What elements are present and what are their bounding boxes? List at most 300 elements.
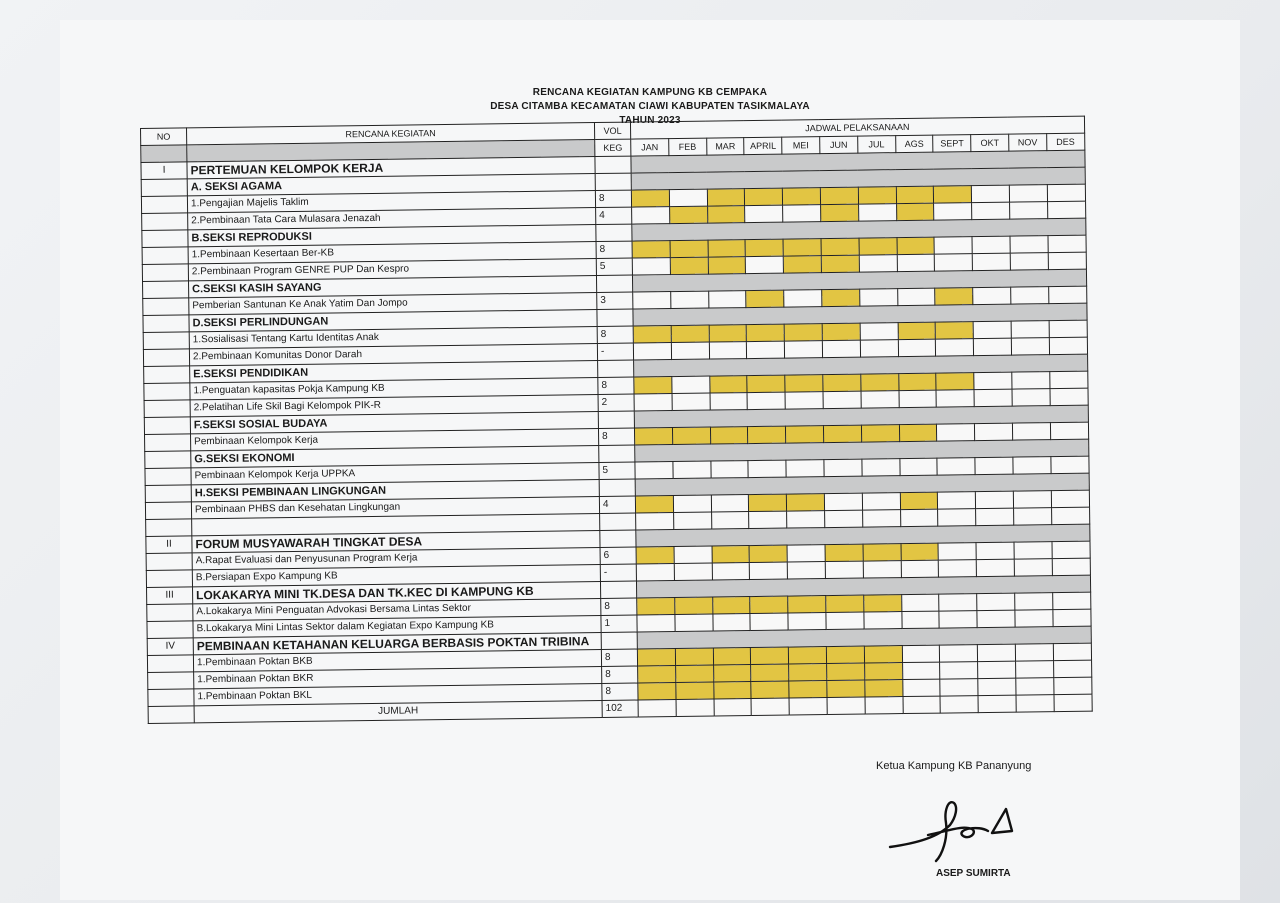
handwritten-signature bbox=[888, 795, 1028, 865]
month-cell-empty bbox=[1016, 678, 1054, 695]
month-cell-scheduled bbox=[861, 374, 899, 391]
month-cell-scheduled bbox=[859, 238, 897, 255]
activity-volume: 8 bbox=[602, 666, 638, 683]
month-cell-empty bbox=[713, 614, 751, 631]
month-cell-empty bbox=[747, 341, 785, 358]
month-cell-empty bbox=[1050, 371, 1088, 388]
activity-no-blank bbox=[143, 332, 189, 350]
month-cell-empty bbox=[1048, 235, 1086, 252]
subsection-title: E.SEKSI PENDIDIKAN bbox=[190, 361, 598, 383]
month-cell-empty bbox=[676, 699, 714, 716]
header-jadwal: JADWAL PELAKSANAAN bbox=[630, 116, 1084, 139]
header-keg: KEG bbox=[595, 139, 631, 156]
section-title: PEMBINAAN KETAHANAN KELUARGA BERBASIS POKTAN TRIBINA bbox=[193, 633, 601, 655]
activity-volume: 8 bbox=[598, 428, 634, 445]
blank-cell bbox=[787, 511, 825, 528]
document-subtitle: DESA CITAMBA KECAMATAN CIAWI KABUPATEN TASIKMALAYA bbox=[490, 101, 810, 112]
section-title: LOKAKARYA MINI TK.DESA DAN TK.KEC DI KAMPUNG KB bbox=[193, 582, 601, 604]
blank-cell bbox=[146, 519, 192, 537]
month-cell-empty bbox=[973, 321, 1011, 338]
month-cell-empty bbox=[711, 461, 749, 478]
month-cell-empty bbox=[823, 391, 861, 408]
month-cell-scheduled bbox=[635, 496, 673, 513]
month-cell-empty bbox=[785, 341, 823, 358]
activity-label: B.Lokakarya Mini Lintas Sektor dalam Kegiatan Expo Kampung KB bbox=[193, 616, 601, 638]
month-cell-scheduled bbox=[935, 288, 973, 305]
month-cell-empty bbox=[977, 593, 1015, 610]
blank-cell bbox=[976, 508, 1014, 525]
activity-volume: 6 bbox=[600, 547, 636, 564]
month-cell-empty bbox=[1052, 558, 1090, 575]
activity-label: 1.Pembinaan Kesertaan Ber-KB bbox=[188, 242, 596, 264]
month-cell-empty bbox=[1052, 592, 1090, 609]
month-cell-empty bbox=[977, 610, 1015, 627]
month-cell-empty bbox=[1013, 457, 1051, 474]
month-cell-empty bbox=[902, 662, 940, 679]
signature-title: Ketua Kampung KB Pananyung bbox=[876, 760, 1032, 772]
month-cell-scheduled bbox=[751, 681, 789, 698]
subsection-no-blank bbox=[145, 451, 191, 469]
month-cell-empty bbox=[897, 254, 935, 271]
month-cell-empty bbox=[939, 611, 977, 628]
activity-label: 1.Sosialisasi Tentang Kartu Identitas Anak bbox=[189, 327, 597, 349]
activity-no-blank bbox=[143, 349, 189, 367]
month-cell-empty bbox=[940, 645, 978, 662]
month-cell-empty bbox=[865, 697, 903, 714]
activity-no-blank bbox=[142, 264, 188, 282]
month-cell-empty bbox=[1054, 677, 1092, 694]
month-cell-empty bbox=[1015, 610, 1053, 627]
month-cell-scheduled bbox=[751, 664, 789, 681]
month-cell-empty bbox=[635, 462, 673, 479]
month-cell-scheduled bbox=[670, 240, 708, 257]
activity-no-blank bbox=[144, 383, 190, 401]
month-cell-scheduled bbox=[675, 648, 713, 665]
month-cell-scheduled bbox=[899, 424, 937, 441]
month-cell-empty bbox=[863, 561, 901, 578]
month-cell-scheduled bbox=[896, 203, 934, 220]
subsection-no-blank bbox=[144, 366, 190, 384]
month-cell-scheduled bbox=[821, 255, 859, 272]
month-cell-empty bbox=[827, 697, 865, 714]
month-cell-empty bbox=[1011, 338, 1049, 355]
activity-label: 1.Pembinaan Poktan BKL bbox=[194, 684, 602, 706]
header-no-blank bbox=[141, 145, 187, 163]
activity-volume: - bbox=[600, 564, 636, 581]
activity-no-blank bbox=[147, 621, 193, 639]
month-cell-empty bbox=[976, 559, 1014, 576]
month-cell-empty bbox=[940, 662, 978, 679]
activity-volume: 8 bbox=[598, 377, 634, 394]
month-cell-scheduled bbox=[710, 427, 748, 444]
activity-plan-table bbox=[140, 116, 1092, 724]
activity-volume: 5 bbox=[596, 258, 632, 275]
month-cell-scheduled bbox=[749, 494, 787, 511]
blank-cell bbox=[600, 513, 636, 530]
subsection-vol-blank bbox=[599, 479, 635, 496]
section-number: III bbox=[147, 587, 193, 605]
month-cell-scheduled bbox=[707, 206, 745, 223]
month-cell-empty bbox=[674, 546, 712, 563]
month-cell-scheduled bbox=[750, 596, 788, 613]
month-cell-empty bbox=[1051, 490, 1089, 507]
month-cell-empty bbox=[939, 594, 977, 611]
month-cell-empty bbox=[673, 461, 711, 478]
activity-volume: 8 bbox=[597, 326, 633, 343]
total-label: JUMLAH bbox=[194, 701, 602, 723]
month-cell-scheduled bbox=[826, 595, 864, 612]
activity-label: 1.Pengajian Majelis Taklim bbox=[187, 191, 595, 213]
month-cell-scheduled bbox=[825, 544, 863, 561]
blank-cell bbox=[711, 512, 749, 529]
month-cell-scheduled bbox=[861, 425, 899, 442]
month-cell-scheduled bbox=[676, 682, 714, 699]
header-month: SEPT bbox=[933, 135, 971, 152]
month-cell-empty bbox=[1016, 661, 1054, 678]
section-title: PERTEMUAN KELOMPOK KERJA bbox=[187, 157, 595, 179]
month-cell-scheduled bbox=[751, 647, 789, 664]
month-cell-empty bbox=[1010, 236, 1048, 253]
month-cell-empty bbox=[859, 289, 897, 306]
activity-no-blank bbox=[144, 400, 190, 418]
activity-no-blank bbox=[148, 672, 194, 690]
month-cell-empty bbox=[974, 372, 1012, 389]
month-cell-empty bbox=[746, 256, 784, 273]
month-cell-empty bbox=[1048, 286, 1086, 303]
month-cell-empty bbox=[862, 493, 900, 510]
activity-volume: 8 bbox=[602, 683, 638, 700]
month-cell-empty bbox=[1049, 337, 1087, 354]
month-cell-empty bbox=[672, 376, 710, 393]
month-cell-scheduled bbox=[784, 324, 822, 341]
total-no-blank bbox=[148, 706, 194, 724]
activity-volume: 4 bbox=[596, 207, 632, 224]
month-cell-empty bbox=[824, 459, 862, 476]
month-cell-empty bbox=[633, 343, 671, 360]
subsection-no-blank bbox=[143, 315, 189, 333]
month-cell-scheduled bbox=[634, 428, 672, 445]
subsection-title: B.SEKSI REPRODUKSI bbox=[188, 225, 596, 247]
month-cell-empty bbox=[825, 561, 863, 578]
month-cell-empty bbox=[669, 189, 707, 206]
activity-label: Pembinaan Kelompok Kerja bbox=[191, 429, 599, 451]
month-cell-empty bbox=[638, 700, 676, 717]
month-cell-empty bbox=[1012, 372, 1050, 389]
month-cell-empty bbox=[978, 661, 1016, 678]
subsection-vol-blank bbox=[597, 309, 633, 326]
month-cell-empty bbox=[862, 459, 900, 476]
month-cell-empty bbox=[974, 338, 1012, 355]
month-cell-scheduled bbox=[634, 377, 672, 394]
month-cell-empty bbox=[972, 202, 1010, 219]
month-cell-empty bbox=[864, 612, 902, 629]
month-cell-scheduled bbox=[712, 546, 750, 563]
month-cell-empty bbox=[1009, 185, 1047, 202]
month-cell-empty bbox=[973, 287, 1011, 304]
month-cell-empty bbox=[826, 612, 864, 629]
month-cell-scheduled bbox=[638, 666, 676, 683]
header-month: APRIL bbox=[744, 137, 782, 154]
month-cell-scheduled bbox=[934, 186, 972, 203]
month-cell-empty bbox=[671, 342, 709, 359]
month-cell-empty bbox=[1012, 389, 1050, 406]
header-month: FEB bbox=[668, 138, 706, 155]
month-cell-empty bbox=[750, 562, 788, 579]
month-cell-scheduled bbox=[896, 186, 934, 203]
blank-cell bbox=[825, 510, 863, 527]
subsection-title: H.SEKSI PEMBINAAN LINGKUNGAN bbox=[191, 480, 599, 502]
month-cell-scheduled bbox=[864, 663, 902, 680]
subsection-title: D.SEKSI PERLINDUNGAN bbox=[189, 310, 597, 332]
month-cell-empty bbox=[934, 237, 972, 254]
activity-volume: 8 bbox=[595, 190, 631, 207]
activity-no-blank bbox=[145, 468, 191, 486]
blank-cell bbox=[862, 510, 900, 527]
month-cell-empty bbox=[1047, 184, 1085, 201]
month-cell-scheduled bbox=[708, 240, 746, 257]
subsection-vol-blank bbox=[596, 275, 632, 292]
month-cell-empty bbox=[632, 258, 670, 275]
activity-no-blank bbox=[147, 604, 193, 622]
month-cell-scheduled bbox=[713, 682, 751, 699]
header-month: DES bbox=[1046, 133, 1084, 150]
month-cell-scheduled bbox=[783, 239, 821, 256]
month-cell-scheduled bbox=[636, 547, 674, 564]
month-cell-empty bbox=[972, 253, 1010, 270]
section-number: II bbox=[146, 536, 192, 554]
section-vol-blank bbox=[600, 581, 636, 598]
month-cell-scheduled bbox=[671, 325, 709, 342]
month-cell-empty bbox=[787, 545, 825, 562]
activity-label: Pemberian Santunan Ke Anak Yatim Dan Jompo bbox=[189, 293, 597, 315]
month-cell-scheduled bbox=[747, 324, 785, 341]
activity-label: 1.Pembinaan Poktan BKB bbox=[193, 650, 601, 672]
month-cell-empty bbox=[785, 392, 823, 409]
signature-name: ASEP SUMIRTA bbox=[936, 868, 1011, 879]
month-cell-empty bbox=[751, 698, 789, 715]
month-cell-scheduled bbox=[823, 425, 861, 442]
month-cell-scheduled bbox=[863, 595, 901, 612]
activity-no-blank bbox=[145, 434, 191, 452]
activity-label: 1.Penguatan kapasitas Pokja Kampung KB bbox=[190, 378, 598, 400]
section-vol-blank bbox=[601, 632, 637, 649]
subsection-no-blank bbox=[143, 281, 189, 299]
month-cell-empty bbox=[1053, 660, 1091, 677]
month-cell-empty bbox=[637, 615, 675, 632]
month-cell-empty bbox=[714, 699, 752, 716]
subsection-vol-blank bbox=[598, 411, 634, 428]
month-cell-empty bbox=[937, 458, 975, 475]
month-cell-scheduled bbox=[783, 256, 821, 273]
activity-volume: 2 bbox=[598, 394, 634, 411]
header-month: AGS bbox=[895, 135, 933, 152]
month-cell-scheduled bbox=[897, 237, 935, 254]
month-cell-empty bbox=[1014, 559, 1052, 576]
activity-label: B.Persiapan Expo Kampung KB bbox=[192, 565, 600, 587]
month-cell-scheduled bbox=[901, 543, 939, 560]
month-cell-scheduled bbox=[785, 375, 823, 392]
month-cell-empty bbox=[858, 204, 896, 221]
month-cell-scheduled bbox=[712, 597, 750, 614]
month-cell-scheduled bbox=[787, 494, 825, 511]
month-cell-scheduled bbox=[820, 187, 858, 204]
month-cell-empty bbox=[710, 393, 748, 410]
month-cell-empty bbox=[934, 203, 972, 220]
subsection-no-blank bbox=[141, 179, 187, 197]
month-cell-empty bbox=[784, 290, 822, 307]
activity-no-blank bbox=[141, 196, 187, 214]
month-cell-empty bbox=[672, 393, 710, 410]
month-cell-scheduled bbox=[826, 646, 864, 663]
month-cell-empty bbox=[902, 645, 940, 662]
activity-no-blank bbox=[145, 502, 191, 520]
month-cell-scheduled bbox=[749, 545, 787, 562]
activity-volume: 5 bbox=[599, 462, 635, 479]
month-cell-empty bbox=[1016, 695, 1054, 712]
month-cell-empty bbox=[903, 696, 941, 713]
month-cell-scheduled bbox=[709, 376, 747, 393]
month-cell-empty bbox=[938, 492, 976, 509]
month-cell-empty bbox=[902, 679, 940, 696]
activity-no-blank bbox=[143, 298, 189, 316]
month-cell-empty bbox=[1051, 456, 1089, 473]
activity-no-blank bbox=[146, 553, 192, 571]
month-cell-empty bbox=[859, 255, 897, 272]
month-cell-scheduled bbox=[674, 597, 712, 614]
month-cell-empty bbox=[899, 390, 937, 407]
month-cell-empty bbox=[901, 594, 939, 611]
month-cell-empty bbox=[939, 560, 977, 577]
month-cell-scheduled bbox=[707, 189, 745, 206]
month-cell-empty bbox=[822, 340, 860, 357]
month-cell-empty bbox=[978, 695, 1016, 712]
month-cell-empty bbox=[1053, 643, 1091, 660]
month-cell-empty bbox=[1050, 422, 1088, 439]
header-month: MAR bbox=[706, 138, 744, 155]
month-cell-scheduled bbox=[936, 373, 974, 390]
subsection-vol-blank bbox=[596, 224, 632, 241]
subsection-no-blank bbox=[142, 230, 188, 248]
blank-cell bbox=[900, 509, 938, 526]
month-cell-scheduled bbox=[789, 664, 827, 681]
month-cell-scheduled bbox=[827, 663, 865, 680]
month-cell-empty bbox=[940, 679, 978, 696]
month-cell-empty bbox=[783, 205, 821, 222]
month-cell-empty bbox=[974, 389, 1012, 406]
month-cell-empty bbox=[935, 254, 973, 271]
month-cell-empty bbox=[674, 563, 712, 580]
month-cell-scheduled bbox=[898, 322, 936, 339]
month-cell-empty bbox=[1050, 388, 1088, 405]
month-cell-scheduled bbox=[865, 680, 903, 697]
month-cell-empty bbox=[633, 292, 671, 309]
header-no: NO bbox=[141, 128, 187, 146]
month-cell-empty bbox=[976, 491, 1014, 508]
month-cell-scheduled bbox=[898, 373, 936, 390]
subsection-vol-blank bbox=[598, 360, 634, 377]
month-cell-empty bbox=[750, 613, 788, 630]
month-cell-scheduled bbox=[900, 492, 938, 509]
month-cell-scheduled bbox=[672, 427, 710, 444]
activity-no-blank bbox=[142, 247, 188, 265]
month-cell-empty bbox=[936, 390, 974, 407]
month-cell-empty bbox=[936, 339, 974, 356]
month-cell-empty bbox=[978, 678, 1016, 695]
month-cell-scheduled bbox=[788, 596, 826, 613]
month-cell-scheduled bbox=[864, 646, 902, 663]
month-cell-empty bbox=[976, 542, 1014, 559]
month-cell-empty bbox=[1049, 320, 1087, 337]
month-cell-scheduled bbox=[858, 187, 896, 204]
month-cell-empty bbox=[1015, 593, 1053, 610]
month-cell-scheduled bbox=[637, 598, 675, 615]
month-cell-scheduled bbox=[708, 257, 746, 274]
month-cell-scheduled bbox=[709, 325, 747, 342]
blank-cell bbox=[1014, 508, 1052, 525]
month-cell-scheduled bbox=[935, 322, 973, 339]
month-cell-empty bbox=[940, 696, 978, 713]
month-cell-scheduled bbox=[713, 648, 751, 665]
month-cell-empty bbox=[1054, 694, 1092, 711]
section-vol-blank bbox=[600, 530, 636, 547]
subsection-title: C.SEKSI KASIH SAYANG bbox=[189, 276, 597, 298]
month-cell-empty bbox=[636, 564, 674, 581]
activity-volume: - bbox=[597, 343, 633, 360]
activity-volume: 8 bbox=[601, 649, 637, 666]
section-title: FORUM MUSYAWARAH TINGKAT DESA bbox=[192, 531, 600, 553]
month-cell-empty bbox=[975, 423, 1013, 440]
section-number: IV bbox=[147, 638, 193, 656]
month-cell-empty bbox=[634, 394, 672, 411]
month-cell-empty bbox=[1047, 201, 1085, 218]
month-cell-empty bbox=[860, 323, 898, 340]
month-cell-empty bbox=[1015, 644, 1053, 661]
month-cell-scheduled bbox=[783, 188, 821, 205]
blank-cell bbox=[1051, 507, 1089, 524]
month-cell-scheduled bbox=[822, 289, 860, 306]
header-month: JUL bbox=[857, 136, 895, 153]
subsection-title: A. SEKSI AGAMA bbox=[187, 174, 595, 196]
header-kegiatan: RENCANA KEGIATAN bbox=[187, 123, 595, 145]
activity-label: Pembinaan PHBS dan Kesehatan Lingkungan bbox=[191, 497, 599, 519]
month-cell-empty bbox=[788, 613, 826, 630]
activity-volume: 1 bbox=[601, 615, 637, 632]
month-cell-scheduled bbox=[675, 665, 713, 682]
month-cell-empty bbox=[745, 205, 783, 222]
month-cell-empty bbox=[1011, 287, 1049, 304]
header-month: NOV bbox=[1009, 134, 1047, 151]
activity-label: 1.Pembinaan Poktan BKR bbox=[194, 667, 602, 689]
month-cell-scheduled bbox=[821, 238, 859, 255]
subsection-no-blank bbox=[144, 417, 190, 435]
subsection-vol-blank bbox=[599, 445, 635, 462]
month-cell-empty bbox=[632, 207, 670, 224]
month-cell-scheduled bbox=[638, 683, 676, 700]
header-month: MEI bbox=[782, 137, 820, 154]
month-cell-scheduled bbox=[748, 426, 786, 443]
month-cell-empty bbox=[1011, 321, 1049, 338]
month-cell-empty bbox=[1014, 542, 1052, 559]
month-cell-empty bbox=[972, 236, 1010, 253]
month-cell-empty bbox=[898, 339, 936, 356]
month-cell-scheduled bbox=[670, 257, 708, 274]
activity-no-blank bbox=[148, 689, 194, 707]
month-cell-empty bbox=[670, 291, 708, 308]
subsection-title: G.SEKSI EKONOMI bbox=[191, 446, 599, 468]
month-cell-empty bbox=[899, 458, 937, 475]
activity-label: 2.Pelatihan Life Skil Bagi Kelompok PIK-R bbox=[190, 395, 598, 417]
subsection-title: F.SEKSI SOSIAL BUDAYA bbox=[190, 412, 598, 434]
